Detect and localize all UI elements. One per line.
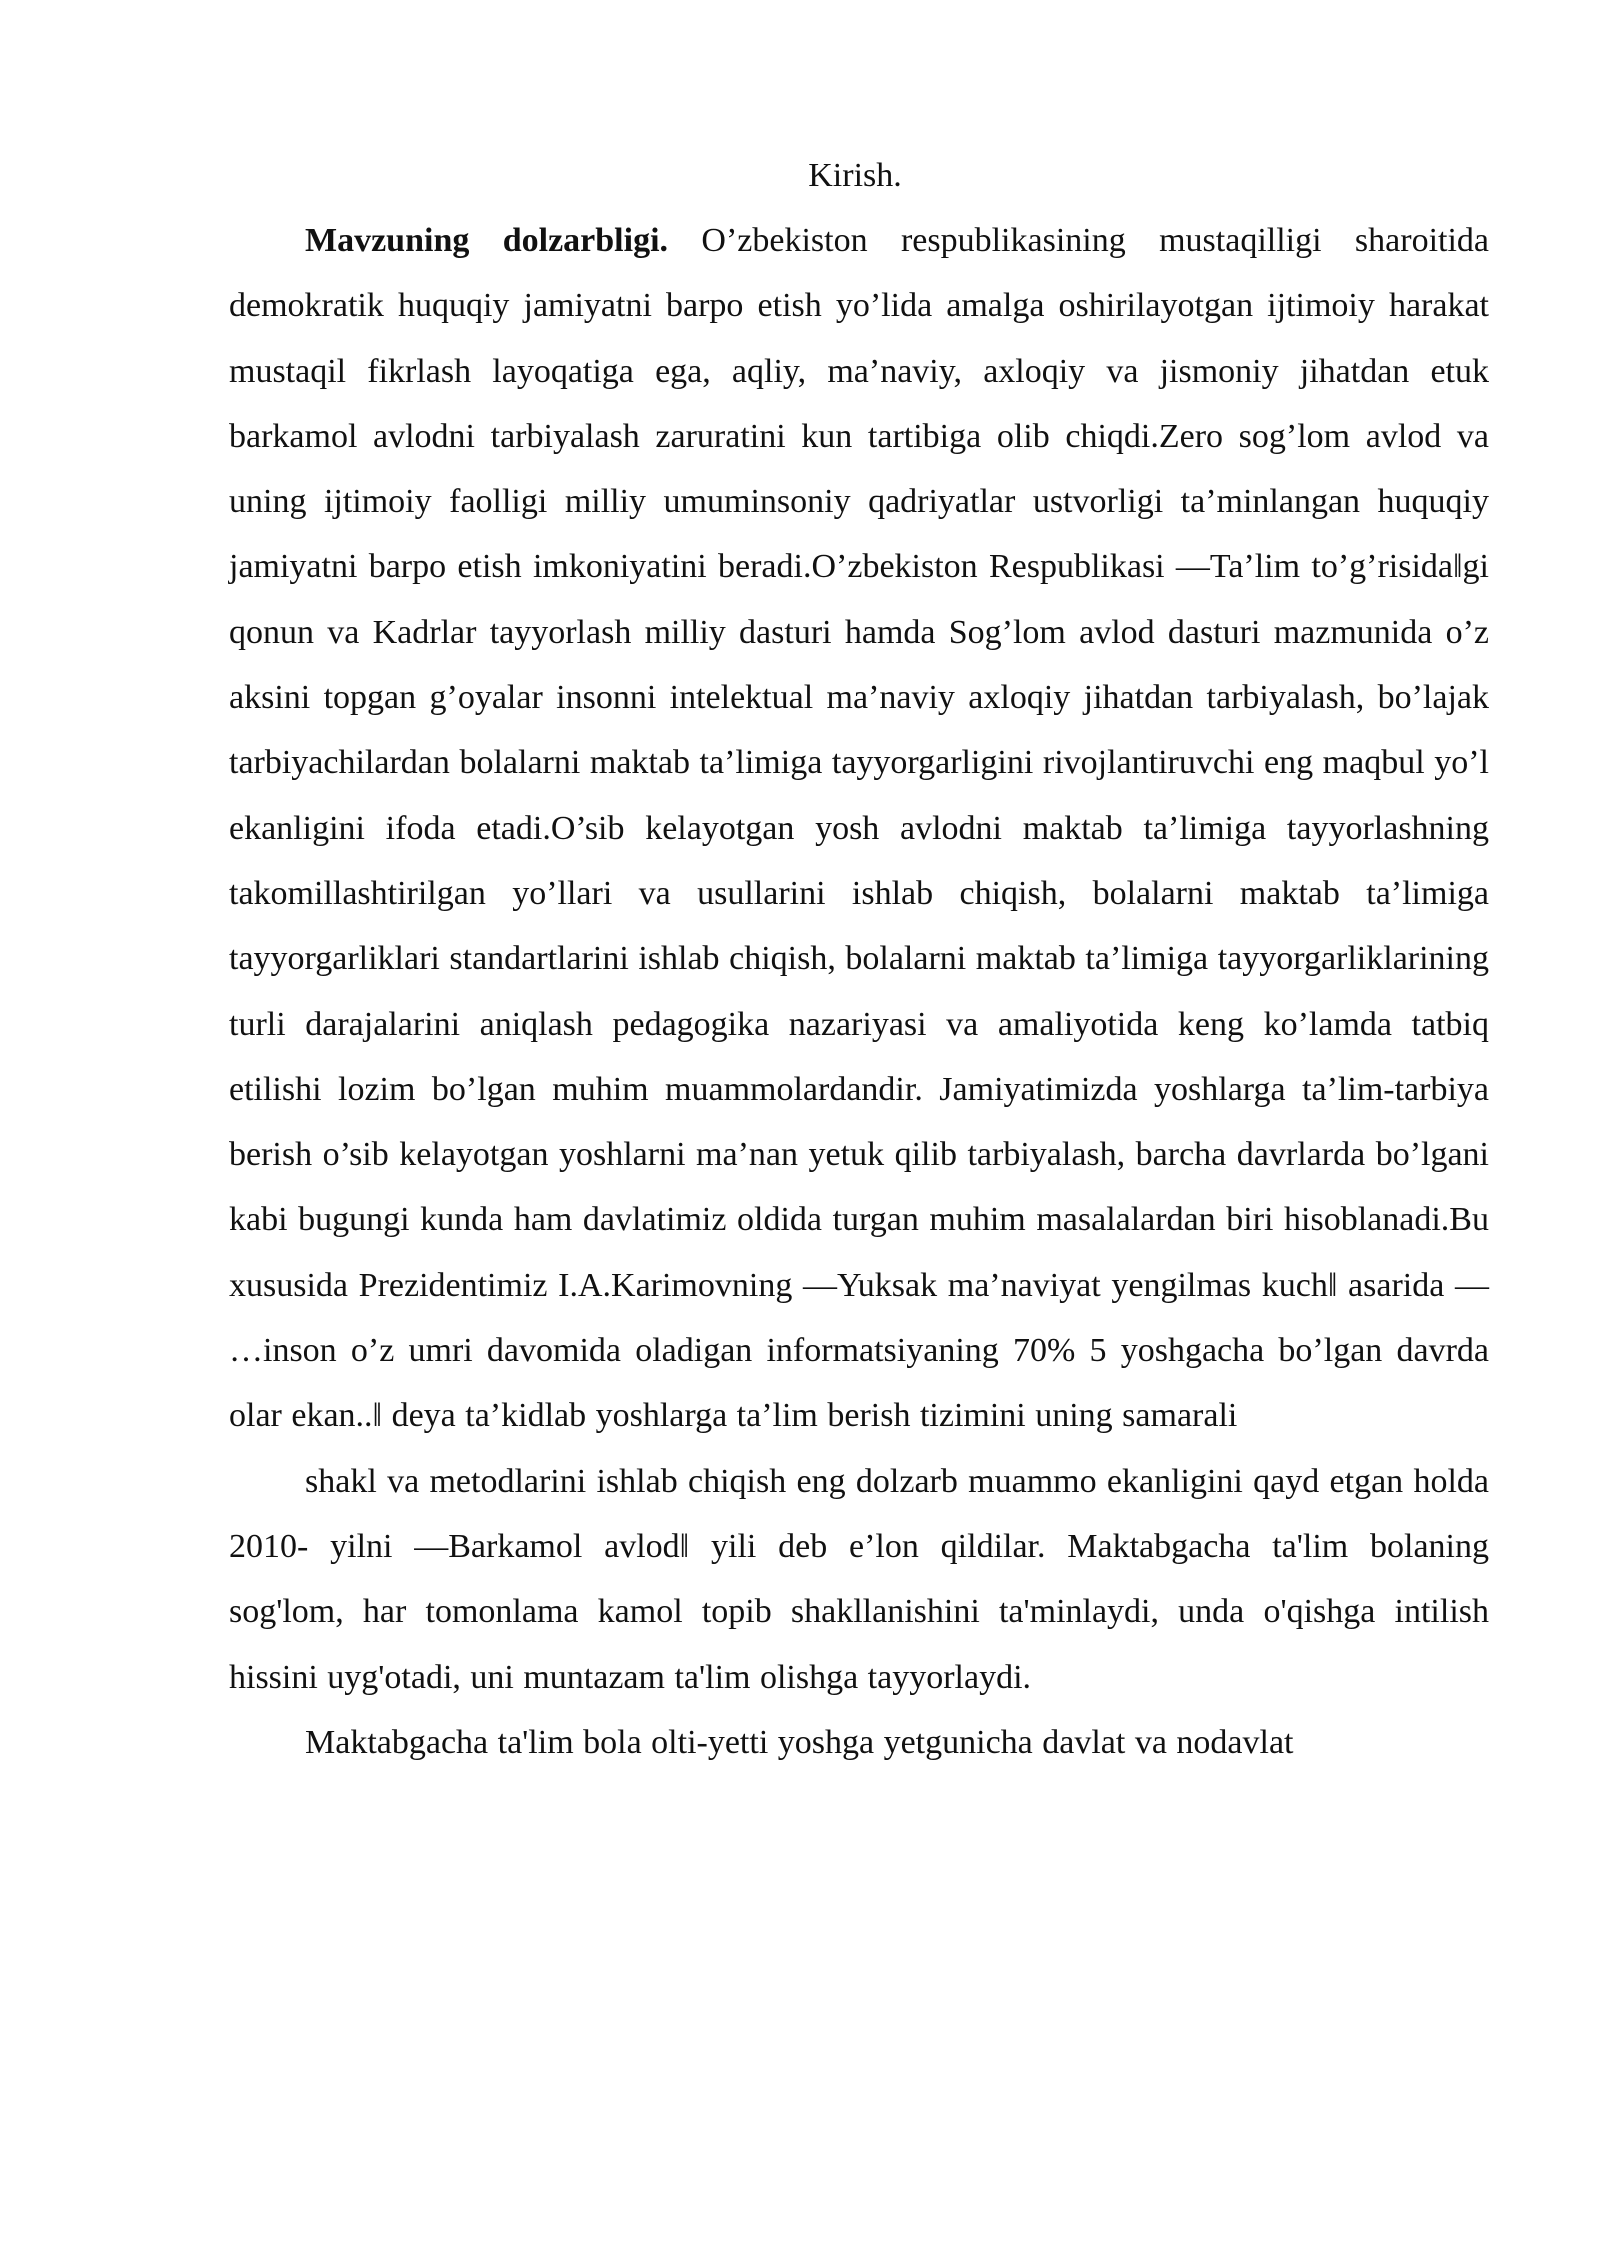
- paragraph-1: [229, 208, 1489, 1449]
- lead-heading: Mavzuning dolzarbligi.: [305, 222, 669, 259]
- paragraph-1-text: O’zbekiston respublikasining mustaqilligi sharoitida demokratik huquqiy jamiyatni barpo etish yo’lida amalga oshirilayotgan ijtimoiy harakat mustaqil fikrlash layoqatiga ega, aqliy, ma’naviy, axloqiy va jismoniy jihatdan etuk barkamol avlodni tarbiyalash zaruratini kun tartibiga olib chiqdi.Zero sog’lom avlod va uning ijtimoiy faolligi milliy umuminsoniy qadriyatlar ustvorligi ta’minlangan huquqiy jamiyatni barpo etish imkoniyatini beradi.O’zbekiston Respublikasi ―Ta’lim to’g’risida‖gi qonun va Kadrlar tayyorlash milliy dasturi hamda Sog’lom avlod dasturi mazmunida o’z aksini topgan g’oyalar insonni intelektual ma’naviy axloqiy jihatdan tarbiyalash, bo’lajak tarbiyachilardan bolalarni maktab ta’limiga tayyorgarligini rivojlantiruvchi eng maqbul yo’l ekanligini ifoda etadi.O’sib kelayotgan yosh avlodni maktab ta’limiga tayyorlashning takomillashtirilgan yo’llari va usullarini ishlab chiqish, bolalarni maktab ta’limiga tayyorgarliklari standartlarini ishlab chiqish, bolalarni maktab ta’limiga tayyorgarliklarining turli darajalarini aniqlash pedagogika nazariyasi va amaliyotida keng ko’lamda tatbiq etilishi lozim bo’lgan muhim muammolardandir. Jamiyatimizda yoshlarga ta’lim-tarbiya berish o’sib kelayotgan yoshlarni ma’nan yetuk qilib tarbiyalash, barcha davrlarda bo’lgani kabi bugungi kunda ham davlatimiz oldida turgan muhim masalalardan biri hisoblanadi.Bu xususida Prezidentimiz I.A.Karimovning ―Yuksak ma’naviyat yengilmas kuch‖ asarida ― …inson o’z umri davomida oladigan informatsiyaning 70% 5 yoshgacha bo’lgan davrda olar ekan..‖ deya ta’kidlab yoshlarga ta’lim berish tizimini uning samarali: [229, 222, 1489, 1435]
- paragraph-2: shakl va metodlarini ishlab chiqish eng dolzarb muammo ekanligini qayd etgan holda 2010- yilni ―Barkamol avlod‖ yili deb e’lon qildilar. Maktabgacha ta'lim bolaning sog'lom, har tomonlama kamol topib shakllanishini ta'minlaydi, unda o'qishga intilish hissini uyg'otadi, uni muntazam ta'lim olishga tayyorlaydi.: [229, 1462, 1489, 1696]
- page-title: Kirish.: [808, 157, 902, 194]
- paragraph-3: Maktabgacha ta'lim bola olti-yetti yoshga yetgunicha davlat va nodavlat: [305, 1723, 1294, 1761]
- document-body: [229, 208, 1489, 1775]
